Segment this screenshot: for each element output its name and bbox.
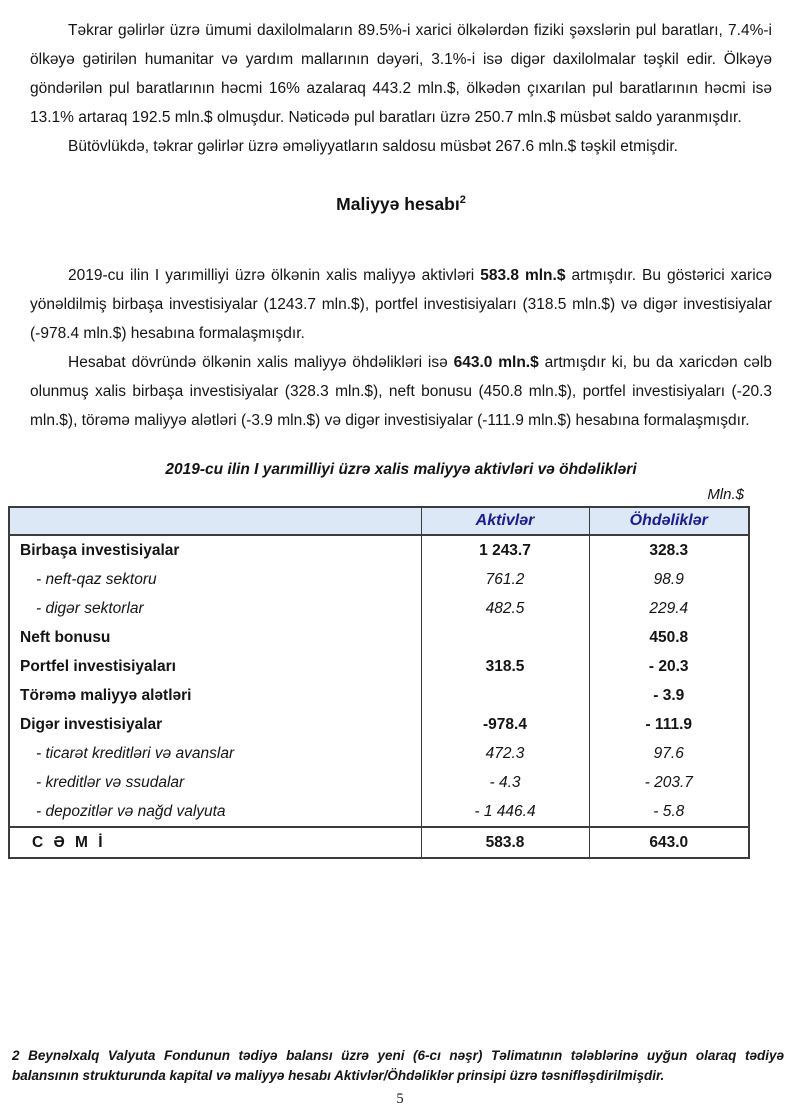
row-assets-value: 318.5 [421, 652, 589, 681]
footnote-text: 2 Beynəlxalq Valyuta Fondunun tədiyə balansı üzrə yeni (6-cı nəşr) Təlimatının tələblərinə uyğun olaraq tədiyə balansının strukturunda kapital və maliyyə hesabı Aktivlər/Öhdəliklər prinsipi üzrə təsnifləşdirilmişdir. [12, 1048, 784, 1083]
p4-highlight-value: 643.0 mln.$ [453, 354, 539, 371]
row-label: Törəmə maliyyə alətləri [20, 687, 192, 704]
paragraph-net-financial-assets [30, 261, 772, 348]
p4-text-end: artmışdır ki, bu da xaricdən cəlb olunmuş xalis birbaşa investisiyalar (328.3 mln.$), neft bonusu (450.8 mln.$), portfel investisiyaları (-20.3 mln.$), törəmə maliyyə alətləri (-3.9 mln.$) və digər investisiyalar (-111.9 mln.$) hesabına formalaşmışdır. [30, 354, 772, 429]
section-heading [30, 191, 772, 217]
table-row-oil-bonus [9, 623, 749, 652]
table-row-deposits-cash [9, 797, 749, 827]
row-liabilities-value: - 3.9 [589, 681, 749, 710]
total-label: C Ə M İ [9, 827, 421, 858]
total-liabilities-value: 643.0 [589, 827, 749, 858]
page-number: 5 [396, 1091, 404, 1107]
row-label: Birbaşa investisiyalar [20, 542, 180, 559]
row-label: Digər investisiyalar [20, 716, 163, 733]
row-label: Neft bonusu [20, 629, 111, 646]
table-row-other-investments [9, 710, 749, 739]
paragraph-net-financial-liabilities [30, 348, 772, 435]
row-label: Portfel investisiyaları [20, 658, 176, 675]
financial-table [8, 506, 750, 859]
row-assets-value: 761.2 [421, 565, 589, 594]
paragraph-secondary-income-balance: Bütövlükdə, təkrar gəlirlər üzrə əməliyyatların saldosu müsbət 267.6 mln.$ təşkil etmişdir. [68, 138, 678, 155]
row-liabilities-value: 98.9 [589, 565, 749, 594]
total-assets-value: 583.8 [421, 827, 589, 858]
p3-text-start: 2019-cu ilin I yarımilliyi üzrə ölkənin xalis maliyyə aktivləri [68, 267, 481, 284]
p4-text-start: Hesabat dövründə ölkənin xalis maliyyə öhdəlikləri isə [68, 354, 454, 371]
row-assets-value: 482.5 [421, 594, 589, 623]
header-cell-empty [9, 507, 421, 535]
row-liabilities-value: - 5.8 [589, 797, 749, 827]
unit-label: Mln.$ [707, 486, 744, 503]
row-assets-value: 472.3 [421, 739, 589, 768]
table-header-row [9, 507, 749, 535]
row-liabilities-value: 328.3 [589, 535, 749, 565]
row-assets-value: - 1 446.4 [421, 797, 589, 827]
row-liabilities-value: 450.8 [589, 623, 749, 652]
row-liabilities-value: 97.6 [589, 739, 749, 768]
p3-text-end: artmışdır. Bu göstərici xaricə yönəldilmiş birbaşa investisiyalar (1243.7 mln.$), portfel investisiyaları (318.5 mln.$) və digər investisiyalar (-978.4 mln.$) hesabına formalaşmışdır. [30, 267, 773, 342]
row-liabilities-value: 229.4 [589, 594, 749, 623]
row-assets-value [421, 681, 589, 710]
p3-highlight-value: 583.8 mln.$ [480, 267, 566, 284]
row-label: - neft-qaz sektoru [36, 571, 157, 588]
table-row-credits-loans [9, 768, 749, 797]
row-liabilities-value: - 20.3 [589, 652, 749, 681]
section-heading-text: Maliyyə hesabı [336, 194, 460, 214]
row-label: - ticarət kreditləri və avanslar [36, 745, 235, 762]
row-label: - depozitlər və nağd valyuta [36, 803, 226, 820]
row-assets-value: -978.4 [421, 710, 589, 739]
table-row-total [9, 827, 749, 858]
header-cell-assets: Aktivlər [421, 507, 589, 535]
row-assets-value: - 4.3 [421, 768, 589, 797]
table-row-other-sectors [9, 594, 749, 623]
footnote-reference: 2 [459, 194, 466, 207]
header-cell-liabilities: Öhdəliklər [589, 507, 749, 535]
row-liabilities-value: - 203.7 [589, 768, 749, 797]
table-row-trade-credits [9, 739, 749, 768]
row-label: - kreditlər və ssudalar [36, 774, 185, 791]
table-row-derivatives [9, 681, 749, 710]
row-assets-value: 1 243.7 [421, 535, 589, 565]
table-row-direct-investments [9, 535, 749, 565]
paragraph-remittances: Təkrar gəlirlər üzrə ümumi daxilolmaların 89.5%-i xarici ölkələrdən fiziki şəxslərin pul baratları, 7.4%-i ölkəyə gətirilən humanitar və yardım mallarının dəyəri, 3.1%-i isə digər daxilolmalar təşkil edir. Ölkəyə göndərilən pul baratlarının həcmi 16% azalaraq 443.2 mln.$, ölkədən çıxarılan pul baratlarının həcmi isə 13.1% artaraq 192.5 mln.$ olmuşdur. Nəticədə pul baratları üzrə 250.7 mln.$ müsbət saldo yaranmışdır. [30, 22, 772, 126]
table-row-portfolio-investments [9, 652, 749, 681]
row-liabilities-value: - 111.9 [589, 710, 749, 739]
table-row-oil-gas-sector [9, 565, 749, 594]
table-caption: 2019-cu ilin I yarımilliyi üzrə xalis maliyyə aktivləri və öhdəlikləri [165, 461, 637, 478]
row-label: - digər sektorlar [36, 600, 144, 617]
row-assets-value [421, 623, 589, 652]
